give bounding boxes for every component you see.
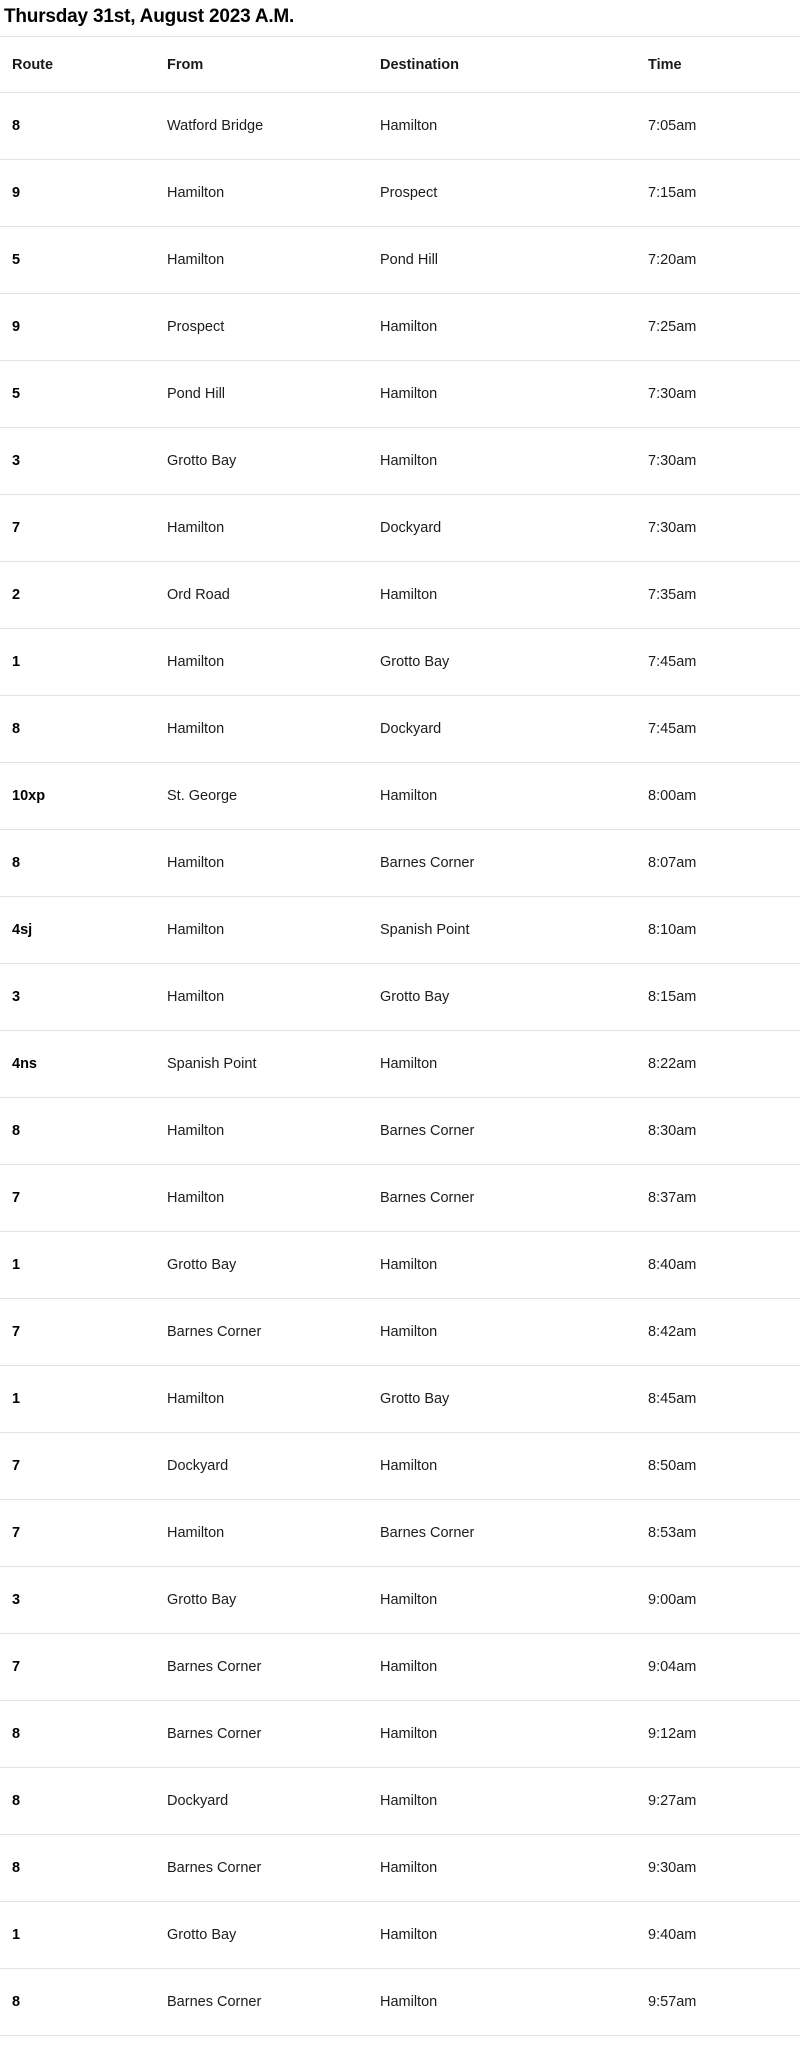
cell-route: 7 — [0, 1433, 155, 1500]
cell-destination: Barnes Corner — [368, 1500, 636, 1567]
cell-from: Hamilton — [155, 830, 368, 897]
cell-time: 7:30am — [636, 428, 800, 495]
table-row — [0, 1902, 800, 1969]
cell-destination: Hamilton — [368, 1835, 636, 1902]
cell-from: Hamilton — [155, 1366, 368, 1433]
cell-from: Dockyard — [155, 1768, 368, 1835]
cell-route: 4ns — [0, 1031, 155, 1098]
cell-from: Grotto Bay — [155, 1902, 368, 1969]
cell-from: Prospect — [155, 294, 368, 361]
cell-destination: Hamilton — [368, 361, 636, 428]
cell-route: 1 — [0, 1366, 155, 1433]
cell-destination: Hamilton — [368, 763, 636, 830]
cell-route: 2 — [0, 562, 155, 629]
cell-route: 10xp — [0, 763, 155, 830]
table-row — [0, 1701, 800, 1768]
cell-from: Grotto Bay — [155, 1232, 368, 1299]
table-row — [0, 1031, 800, 1098]
cell-route: 8 — [0, 93, 155, 160]
cell-destination: Prospect — [368, 160, 636, 227]
cell-route: 1 — [0, 629, 155, 696]
cell-time: 7:45am — [636, 696, 800, 763]
table-row — [0, 294, 800, 361]
cell-time: 7:20am — [636, 227, 800, 294]
table-header-row — [0, 37, 800, 93]
table-row — [0, 1500, 800, 1567]
cell-route: 5 — [0, 227, 155, 294]
cell-from: Hamilton — [155, 227, 368, 294]
cell-time: 8:07am — [636, 830, 800, 897]
cell-destination: Hamilton — [368, 1031, 636, 1098]
table-row — [0, 1835, 800, 1902]
cell-time: 8:10am — [636, 897, 800, 964]
cell-time: 8:00am — [636, 763, 800, 830]
cell-from: Hamilton — [155, 897, 368, 964]
cell-destination: Hamilton — [368, 93, 636, 160]
cell-time: 8:45am — [636, 1366, 800, 1433]
cell-route: 9 — [0, 294, 155, 361]
table-row — [0, 495, 800, 562]
cell-time: 9:12am — [636, 1701, 800, 1768]
cell-time: 8:42am — [636, 1299, 800, 1366]
column-header-from: From — [155, 37, 368, 93]
cell-time: 7:15am — [636, 160, 800, 227]
cell-from: Barnes Corner — [155, 1701, 368, 1768]
table-row — [0, 696, 800, 763]
cell-destination: Hamilton — [368, 1299, 636, 1366]
cell-from: Watford Bridge — [155, 93, 368, 160]
cell-route: 8 — [0, 1098, 155, 1165]
cell-destination: Hamilton — [368, 1701, 636, 1768]
cell-destination: Hamilton — [368, 1969, 636, 2036]
cell-destination: Grotto Bay — [368, 964, 636, 1031]
cell-time: 9:57am — [636, 1969, 800, 2036]
cell-route: 3 — [0, 1567, 155, 1634]
cell-time: 9:30am — [636, 1835, 800, 1902]
cell-from: Hamilton — [155, 964, 368, 1031]
table-row — [0, 361, 800, 428]
table-row — [0, 763, 800, 830]
cell-route: 4sj — [0, 897, 155, 964]
cell-destination: Barnes Corner — [368, 1098, 636, 1165]
cell-destination: Hamilton — [368, 1768, 636, 1835]
table-row — [0, 1634, 800, 1701]
table-row — [0, 1098, 800, 1165]
cell-route: 3 — [0, 964, 155, 1031]
cell-destination: Grotto Bay — [368, 1366, 636, 1433]
cell-from: Spanish Point — [155, 1031, 368, 1098]
cell-time: 9:40am — [636, 1902, 800, 1969]
cell-route: 8 — [0, 1768, 155, 1835]
cell-destination: Spanish Point — [368, 897, 636, 964]
cell-destination: Dockyard — [368, 495, 636, 562]
cell-destination: Hamilton — [368, 1634, 636, 1701]
table-row — [0, 1366, 800, 1433]
table-row — [0, 227, 800, 294]
table-row — [0, 160, 800, 227]
cell-destination: Dockyard — [368, 696, 636, 763]
cell-from: Hamilton — [155, 495, 368, 562]
table-body — [0, 93, 800, 2036]
schedule-table — [0, 36, 800, 2036]
cell-destination: Barnes Corner — [368, 830, 636, 897]
page-container — [0, 6, 800, 2036]
page-title: Thursday 31st, August 2023 A.M. — [4, 6, 295, 27]
cell-destination: Hamilton — [368, 294, 636, 361]
cell-time: 8:15am — [636, 964, 800, 1031]
cell-route: 7 — [0, 1165, 155, 1232]
column-header-destination: Destination — [368, 37, 636, 93]
cell-route: 5 — [0, 361, 155, 428]
cell-time: 8:50am — [636, 1433, 800, 1500]
cell-from: Grotto Bay — [155, 428, 368, 495]
cell-route: 8 — [0, 830, 155, 897]
cell-time: 7:30am — [636, 361, 800, 428]
cell-time: 9:00am — [636, 1567, 800, 1634]
cell-time: 7:45am — [636, 629, 800, 696]
cell-from: Barnes Corner — [155, 1969, 368, 2036]
cell-time: 8:22am — [636, 1031, 800, 1098]
cell-route: 8 — [0, 1969, 155, 2036]
cell-time: 8:30am — [636, 1098, 800, 1165]
cell-from: St. George — [155, 763, 368, 830]
table-row — [0, 1969, 800, 2036]
table-row — [0, 1567, 800, 1634]
cell-from: Hamilton — [155, 1165, 368, 1232]
cell-destination: Hamilton — [368, 1902, 636, 1969]
cell-time: 8:37am — [636, 1165, 800, 1232]
cell-from: Barnes Corner — [155, 1634, 368, 1701]
cell-destination: Grotto Bay — [368, 629, 636, 696]
cell-route: 8 — [0, 696, 155, 763]
cell-route: 9 — [0, 160, 155, 227]
cell-destination: Hamilton — [368, 1232, 636, 1299]
cell-route: 3 — [0, 428, 155, 495]
cell-from: Grotto Bay — [155, 1567, 368, 1634]
table-row — [0, 897, 800, 964]
table-row — [0, 830, 800, 897]
cell-route: 7 — [0, 1299, 155, 1366]
cell-from: Pond Hill — [155, 361, 368, 428]
table-row — [0, 1232, 800, 1299]
cell-from: Barnes Corner — [155, 1299, 368, 1366]
table-row — [0, 562, 800, 629]
table-row — [0, 428, 800, 495]
table-row — [0, 1768, 800, 1835]
cell-time: 7:35am — [636, 562, 800, 629]
cell-destination: Barnes Corner — [368, 1165, 636, 1232]
cell-time: 7:25am — [636, 294, 800, 361]
cell-from: Ord Road — [155, 562, 368, 629]
cell-time: 7:30am — [636, 495, 800, 562]
cell-route: 8 — [0, 1835, 155, 1902]
cell-time: 9:27am — [636, 1768, 800, 1835]
column-header-route: Route — [0, 37, 155, 93]
cell-route: 7 — [0, 1500, 155, 1567]
cell-from: Dockyard — [155, 1433, 368, 1500]
cell-destination: Hamilton — [368, 1567, 636, 1634]
cell-time: 8:53am — [636, 1500, 800, 1567]
cell-route: 1 — [0, 1902, 155, 1969]
cell-from: Hamilton — [155, 629, 368, 696]
table-row — [0, 629, 800, 696]
cell-destination: Hamilton — [368, 562, 636, 629]
cell-route: 7 — [0, 495, 155, 562]
column-header-time: Time — [636, 37, 800, 93]
cell-route: 7 — [0, 1634, 155, 1701]
cell-destination: Hamilton — [368, 428, 636, 495]
table-row — [0, 964, 800, 1031]
cell-from: Hamilton — [155, 1500, 368, 1567]
cell-time: 7:05am — [636, 93, 800, 160]
schedule-table-wrapper — [0, 36, 800, 2036]
cell-from: Hamilton — [155, 696, 368, 763]
cell-route: 1 — [0, 1232, 155, 1299]
cell-destination: Hamilton — [368, 1433, 636, 1500]
cell-time: 8:40am — [636, 1232, 800, 1299]
table-header — [0, 37, 800, 93]
cell-from: Hamilton — [155, 1098, 368, 1165]
cell-time: 9:04am — [636, 1634, 800, 1701]
cell-from: Hamilton — [155, 160, 368, 227]
table-row — [0, 1433, 800, 1500]
table-row — [0, 93, 800, 160]
table-row — [0, 1165, 800, 1232]
cell-destination: Pond Hill — [368, 227, 636, 294]
cell-from: Barnes Corner — [155, 1835, 368, 1902]
cell-route: 8 — [0, 1701, 155, 1768]
table-row — [0, 1299, 800, 1366]
